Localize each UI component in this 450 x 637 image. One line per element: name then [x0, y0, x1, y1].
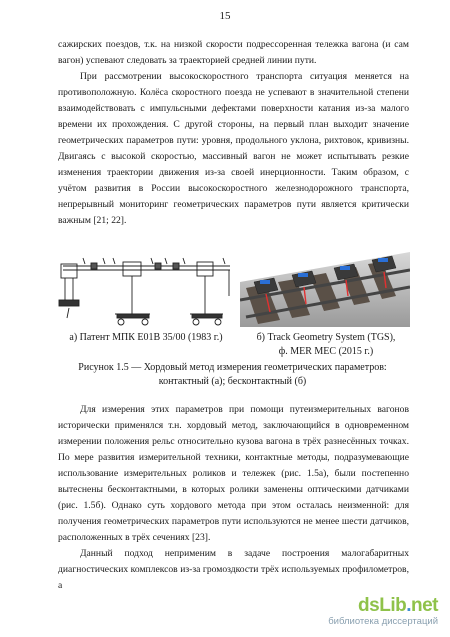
paragraph-3: Для измерения этих параметров при помощи путеизмерительных вагонов исторически применялся т.н. хордовый метод, заключающийся в одновременном измерении положения рельс относительно кузова вагона в трёх разнесённых точках. По мере развития измерительной техники, контактные методы, подразумевающие использование измерительных роликов и тележек (рис. 1.5а), были постепенно вытеснены бесконтактными, в которых ролики заменены оптическими датчиками (рис. 1.5б). Однако суть хордового метода при этом осталась неизменной: для получения геометрических параметров пути используются не менее шести датчиков, расположенных в трёх сечениях [23]. — [58, 404, 409, 543]
tgs-rail-photo — [240, 242, 410, 327]
paragraph-1: сажирских поездов, т.к. на низкой скорости подрессоренная тележка вагона (и сам вагон) успевают следовать за траекторией средней линии пути. — [58, 39, 409, 66]
patent-chord-drawing — [55, 248, 235, 330]
watermark — [328, 596, 438, 627]
watermark-tagline: библиотека диссертаций — [328, 616, 438, 627]
subfigure-caption-a: а) Патент МПК E01B 35/00 (1983 г.) — [69, 332, 223, 343]
subfigure-caption-b-line2: ф. MER MEC (2015 г.) — [278, 346, 374, 357]
page-number: 15 — [219, 10, 231, 22]
subfigure-caption-b-line1: б) Track Geometry System (TGS), — [256, 332, 396, 343]
paragraph-2: При рассмотрении высокоскоростного транспорта ситуация меняется на противоположную. Колёса скоростного поезда не успевают в значительной степени взаимодействовать с импульсными дефектами поверхности катания из-за малого времени их прохождения. С другой стороны, на первый план выходит значение геометрических параметров пути: уровня, продольного уклона, рихтовок, кривизны. Двигаясь с высокой скоростью, массивный вагон не может испытывать резкие изменения траектории движения из-за своей инерционности. Таким образом, с учётом развития в России высокоскоростного железнодорожного транспорта, непрерывный мониторинг геометрических параметров пути является критически важным [21; 22]. — [58, 71, 409, 226]
figure-caption — [55, 361, 410, 389]
figure-caption-line2: контактный (а); бесконтактный (б) — [158, 376, 307, 387]
watermark-logo: dsLib.net — [358, 595, 438, 616]
figure-caption-line1: Рисунок 1.5 — Хордовый метод измерения геометрических параметров: — [78, 362, 387, 373]
paragraph-4: Данный подход неприменим в задаче построения малогабаритных диагностических комплексов из-за громоздкости трёх используемых профилометров, а — [58, 548, 409, 591]
subfigure-caption-b — [240, 331, 412, 359]
